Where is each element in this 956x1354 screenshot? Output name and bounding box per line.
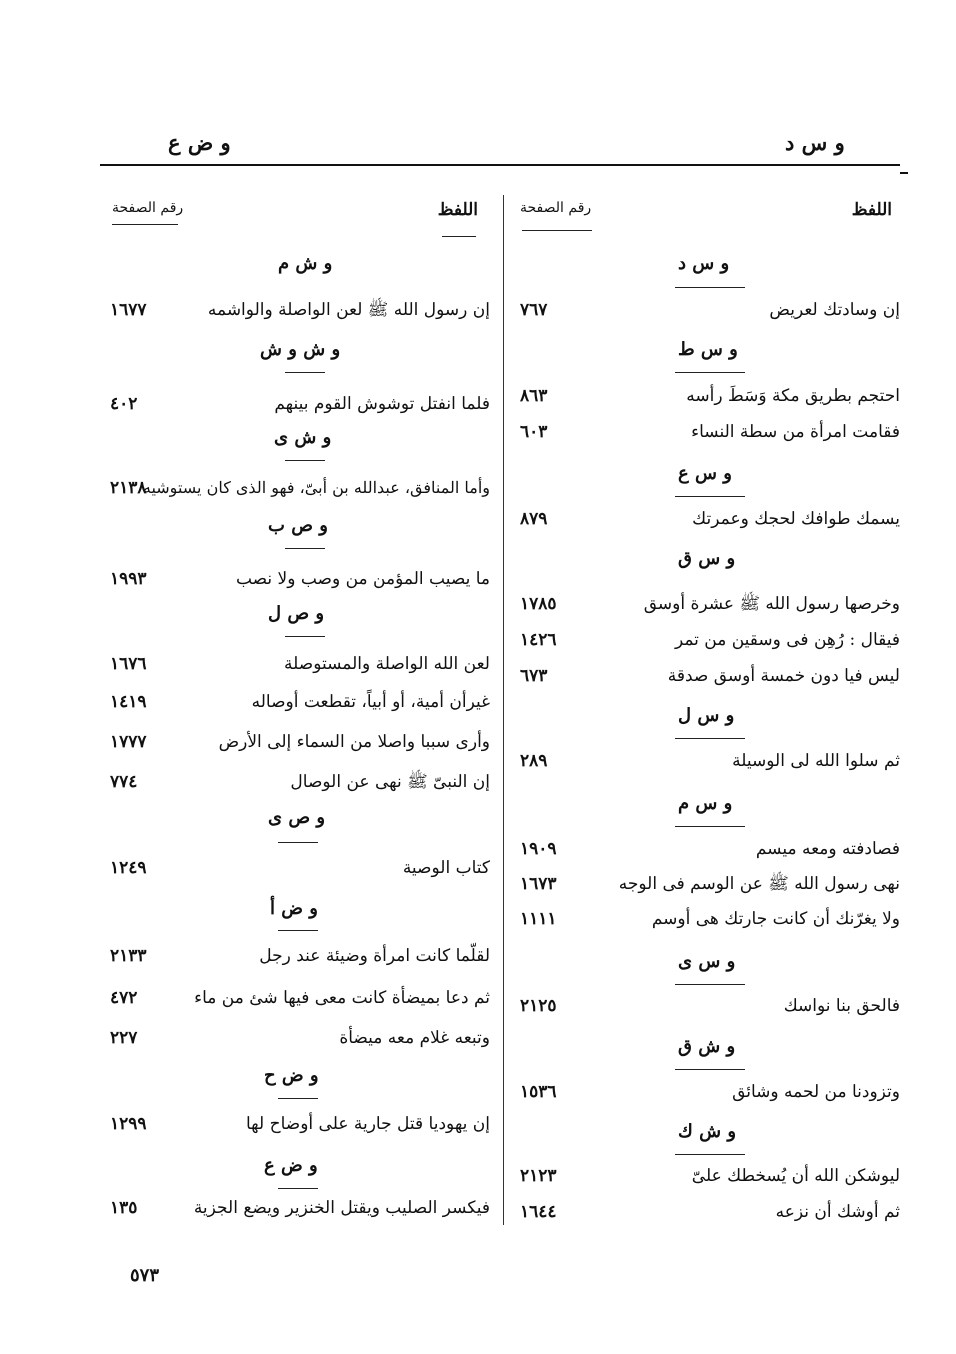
entry-row bbox=[510, 660, 900, 692]
entry-row bbox=[510, 833, 900, 865]
root-underline bbox=[278, 930, 318, 931]
entry-text: يسمك طوافك لحجك وعمرتك bbox=[692, 509, 900, 529]
root-heading: و ص ل bbox=[268, 603, 325, 624]
entry-page: ١٢٤٩ bbox=[110, 858, 147, 878]
root-underline bbox=[675, 496, 745, 497]
root-heading: و س ى bbox=[678, 951, 736, 972]
entry-row bbox=[100, 472, 490, 504]
entry-row bbox=[100, 726, 490, 758]
root-underline bbox=[675, 984, 745, 985]
entry-page: ١٩٩٣ bbox=[110, 569, 147, 589]
entry-text: ثم دعا بميضأة كانت معى فيها شئ من ماء bbox=[194, 988, 490, 1008]
entry-page: ٨٧٩ bbox=[520, 509, 548, 529]
entry-row bbox=[510, 380, 900, 412]
entry-row bbox=[100, 1108, 490, 1140]
root-heading: و ش و ش bbox=[260, 339, 341, 360]
entry-page: ١٥٣٦ bbox=[520, 1082, 557, 1102]
entry-row bbox=[100, 686, 490, 718]
entry-page: ٦٠٣ bbox=[520, 422, 548, 442]
entry-page: ١١١١ bbox=[520, 909, 557, 929]
entry-text: وتبعه غلام معه ميضأة bbox=[339, 1028, 490, 1048]
entry-text: فقامت امرأة من سطة النساء bbox=[691, 422, 900, 442]
column-divider bbox=[503, 195, 504, 1225]
entry-text: احتجم بطريق مكة وَسَطَ رأسه bbox=[686, 386, 900, 406]
root-heading: و س ط bbox=[678, 339, 738, 360]
column-header-word: اللفظ bbox=[437, 200, 478, 220]
root-heading: و س ق bbox=[678, 548, 736, 569]
column-header-underline bbox=[112, 224, 178, 225]
entry-row bbox=[100, 766, 490, 798]
entry-text: إن رسول الله ﷺ لعن الواصلة والواشمه bbox=[207, 300, 490, 320]
entry-row bbox=[510, 868, 900, 900]
root-heading: و س د bbox=[678, 253, 730, 274]
entry-page: ٢١٢٥ bbox=[520, 996, 557, 1016]
entry-text: إن النبىّ ﷺ نهى عن الوصال bbox=[290, 772, 490, 792]
entry-row bbox=[510, 503, 900, 535]
root-underline bbox=[285, 636, 325, 637]
entry-row bbox=[510, 745, 900, 777]
root-underline bbox=[675, 287, 745, 288]
entry-text: فيكسر الصليب ويقتل الخنزير ويضع الجزية bbox=[193, 1198, 490, 1218]
entry-text: وخرصها رسول الله ﷺ عشرة أوسق bbox=[643, 594, 900, 614]
entry-page: ٢١٣٣ bbox=[110, 946, 147, 966]
entry-text: فالحق بنا نواسك bbox=[783, 996, 900, 1016]
root-heading: و ض ح bbox=[264, 1065, 319, 1086]
entry-text: إن يهوديا قتل جارية على أوضاح لها bbox=[246, 1114, 490, 1134]
entry-page: ٧٧٤ bbox=[110, 772, 138, 792]
entry-text: ثم سلوا الله لى الوسيلة bbox=[732, 751, 900, 771]
running-head-right: و س د bbox=[785, 130, 845, 155]
entry-page: ١٦٤٤ bbox=[520, 1202, 557, 1222]
root-heading: و ص ب bbox=[268, 515, 328, 536]
entry-row bbox=[510, 990, 900, 1022]
entry-row bbox=[510, 1160, 900, 1192]
entry-page: ٤٧٢ bbox=[110, 988, 138, 1008]
entry-row bbox=[510, 624, 900, 656]
root-underline bbox=[278, 842, 318, 843]
header-rule-tick bbox=[900, 172, 908, 174]
entry-page: ١٧٧٧ bbox=[110, 732, 147, 752]
entry-page: ١٩٠٩ bbox=[520, 839, 557, 859]
entry-text: فلما انفتل توشوش القوم بينهم bbox=[274, 394, 490, 414]
entry-text: ثم أوشك أن نزعه bbox=[775, 1202, 900, 1222]
root-underline bbox=[675, 1069, 745, 1070]
entry-page: ١٧٨٥ bbox=[520, 594, 557, 614]
root-heading: و س ل bbox=[678, 705, 735, 726]
root-heading: و س ع bbox=[678, 463, 732, 484]
entry-page: ١٤١٩ bbox=[110, 692, 147, 712]
entry-row bbox=[510, 294, 900, 326]
entry-text: وأما المنافق، عبدالله بن أبىّ، فهو الذى كان يستوشيه bbox=[142, 478, 490, 497]
root-heading: و ش ى bbox=[274, 427, 332, 448]
entry-page: ٦٧٣ bbox=[520, 666, 548, 686]
entry-text: لعن الله الواصلة والمستوصلة bbox=[284, 654, 490, 674]
root-heading: و س م bbox=[678, 793, 733, 814]
page-number: ٥٧٣ bbox=[130, 1265, 160, 1286]
entry-page: ٨٦٣ bbox=[520, 386, 548, 406]
column-header-underline bbox=[522, 230, 592, 231]
entry-row bbox=[100, 563, 490, 595]
entry-row bbox=[100, 1022, 490, 1054]
entry-page: ٢٢٧ bbox=[110, 1028, 138, 1048]
entry-text: غيرأن أمية، أو أبياً، تقطعت أوصاله bbox=[251, 692, 490, 712]
entry-text: إن وسادتك لعريض bbox=[769, 300, 900, 320]
root-underline bbox=[278, 1098, 318, 1099]
entry-row bbox=[510, 1196, 900, 1228]
entry-text: ولا يغرّنك أن كانت جارتك هى أوسم bbox=[651, 909, 900, 929]
column-header-word: اللفظ bbox=[851, 200, 892, 220]
entry-row bbox=[510, 1076, 900, 1108]
entry-text: كتاب الوصية bbox=[402, 858, 490, 878]
root-underline bbox=[675, 738, 745, 739]
entry-row bbox=[510, 416, 900, 448]
entry-text: ليوشكن الله أن يُسخطك علىّ bbox=[691, 1166, 900, 1186]
entry-text: فصادفته ومعه ميسم bbox=[755, 839, 900, 859]
entry-page: ٧٦٧ bbox=[520, 300, 548, 320]
entry-text: نهى رسول الله ﷺ عن الوسم فى الوجه bbox=[618, 874, 900, 894]
root-underline bbox=[675, 826, 745, 827]
entry-text: وأرى سببا واصلا من السماء إلى الأرض bbox=[218, 732, 490, 752]
entry-row bbox=[100, 1192, 490, 1224]
entry-page: ١٢٩٩ bbox=[110, 1114, 147, 1134]
running-head-left: و ض ع bbox=[168, 130, 231, 155]
entry-page: ١٦٧٦ bbox=[110, 654, 147, 674]
entry-page: ٤٠٢ bbox=[110, 394, 138, 414]
entry-row bbox=[100, 294, 490, 326]
entry-page: ٢١٢٣ bbox=[520, 1166, 557, 1186]
entry-row bbox=[510, 903, 900, 935]
entry-row bbox=[100, 940, 490, 972]
root-heading: و ص ى bbox=[268, 807, 326, 828]
root-underline bbox=[675, 372, 745, 373]
entry-page: ٢٨٩ bbox=[520, 751, 548, 771]
entry-page: ١٦٧٣ bbox=[520, 874, 557, 894]
entry-page: ١٤٢٦ bbox=[520, 630, 557, 650]
entry-row bbox=[510, 588, 900, 620]
root-heading: و ض ع bbox=[264, 1155, 318, 1176]
entry-page: ١٣٥ bbox=[110, 1198, 138, 1218]
root-underline bbox=[285, 460, 325, 461]
entry-text: وتزودنا من لحمه وشائق bbox=[732, 1082, 900, 1102]
column-header-underline bbox=[442, 236, 476, 237]
entry-row bbox=[100, 852, 490, 884]
root-underline bbox=[285, 372, 325, 373]
column-header-page-no: رقم الصفحة bbox=[112, 200, 184, 216]
entry-text: ما يصيب المؤمن من وصب ولا نصب bbox=[235, 569, 490, 589]
entry-row bbox=[100, 388, 490, 420]
left-column bbox=[100, 0, 490, 1354]
entry-row bbox=[100, 648, 490, 680]
entry-text: لقلّما كانت امرأة وضيئة عند رجل bbox=[259, 946, 490, 966]
root-heading: و ش ك bbox=[678, 1121, 737, 1142]
root-underline bbox=[278, 1188, 318, 1189]
entry-text: فيقال : رُهِن فى وسقين من تمر bbox=[674, 630, 900, 650]
entry-text: ليس فيا دون خمسة أوسق صدقة bbox=[667, 666, 900, 686]
entry-row bbox=[100, 982, 490, 1014]
entry-page: ١٦٧٧ bbox=[110, 300, 147, 320]
root-heading: و ش م bbox=[278, 253, 333, 274]
right-column bbox=[510, 0, 900, 1354]
root-heading: و ش ق bbox=[678, 1036, 736, 1057]
entry-page: ٢١٣٨ bbox=[110, 478, 147, 498]
root-underline bbox=[285, 548, 325, 549]
column-header-page-no: رقم الصفحة bbox=[520, 200, 592, 216]
root-underline bbox=[675, 1154, 745, 1155]
root-heading: و ض أ bbox=[270, 898, 318, 919]
